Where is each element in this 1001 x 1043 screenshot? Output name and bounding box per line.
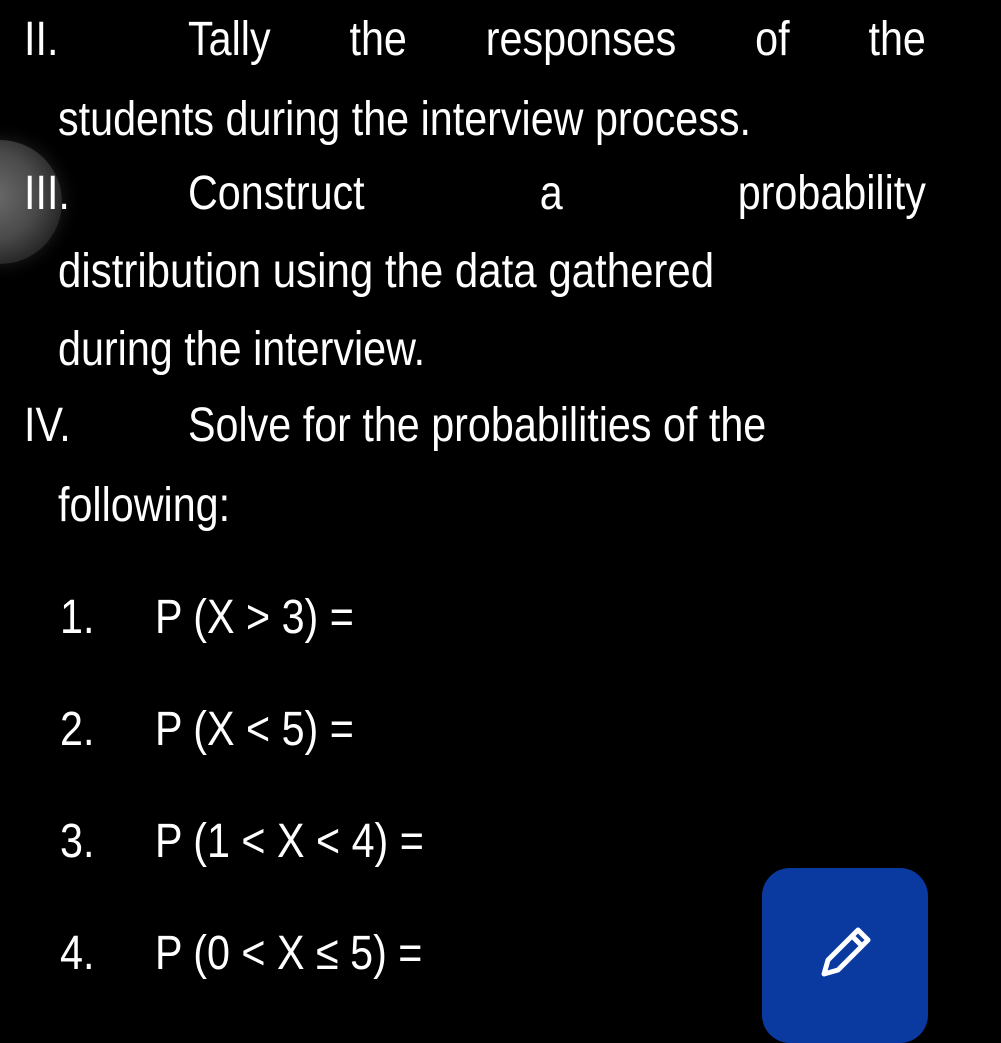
item-iv-numeral: IV.: [24, 399, 71, 452]
problem-3-expression: P (1 < X < 4) =: [155, 815, 424, 868]
pencil-icon: [814, 920, 878, 984]
word: of: [755, 13, 790, 66]
word: the: [868, 13, 926, 66]
word: probability: [737, 167, 926, 220]
item-iii-first-line: [188, 164, 926, 224]
word: Construct: [188, 167, 365, 220]
item-ii-numeral: II.: [24, 13, 59, 66]
word: the: [349, 13, 407, 66]
word: responses: [485, 13, 677, 66]
word: Tally: [188, 13, 271, 66]
item-iii-numeral: III.: [24, 167, 70, 220]
problem-2-number: 2.: [60, 703, 95, 756]
item-iv-continuation: following:: [58, 479, 231, 532]
item-iii-line-3: during the interview.: [58, 323, 426, 376]
problem-1-number: 1.: [60, 591, 95, 644]
problem-2-expression: P (X < 5) =: [155, 703, 354, 756]
item-iv-first-line: Solve for the probabilities of the: [188, 399, 767, 452]
problem-3-number: 3.: [60, 815, 95, 868]
problem-4-expression: P (0 < X ≤ 5) =: [155, 927, 423, 980]
edit-button[interactable]: [762, 868, 928, 1043]
problem-1-expression: P (X > 3) =: [155, 591, 354, 644]
item-ii-continuation: students during the interview process.: [58, 93, 751, 146]
item-ii-first-line: [188, 10, 926, 70]
word: a: [539, 167, 563, 220]
item-iii-line-2: distribution using the data gathered: [58, 245, 715, 298]
problem-4-number: 4.: [60, 927, 95, 980]
